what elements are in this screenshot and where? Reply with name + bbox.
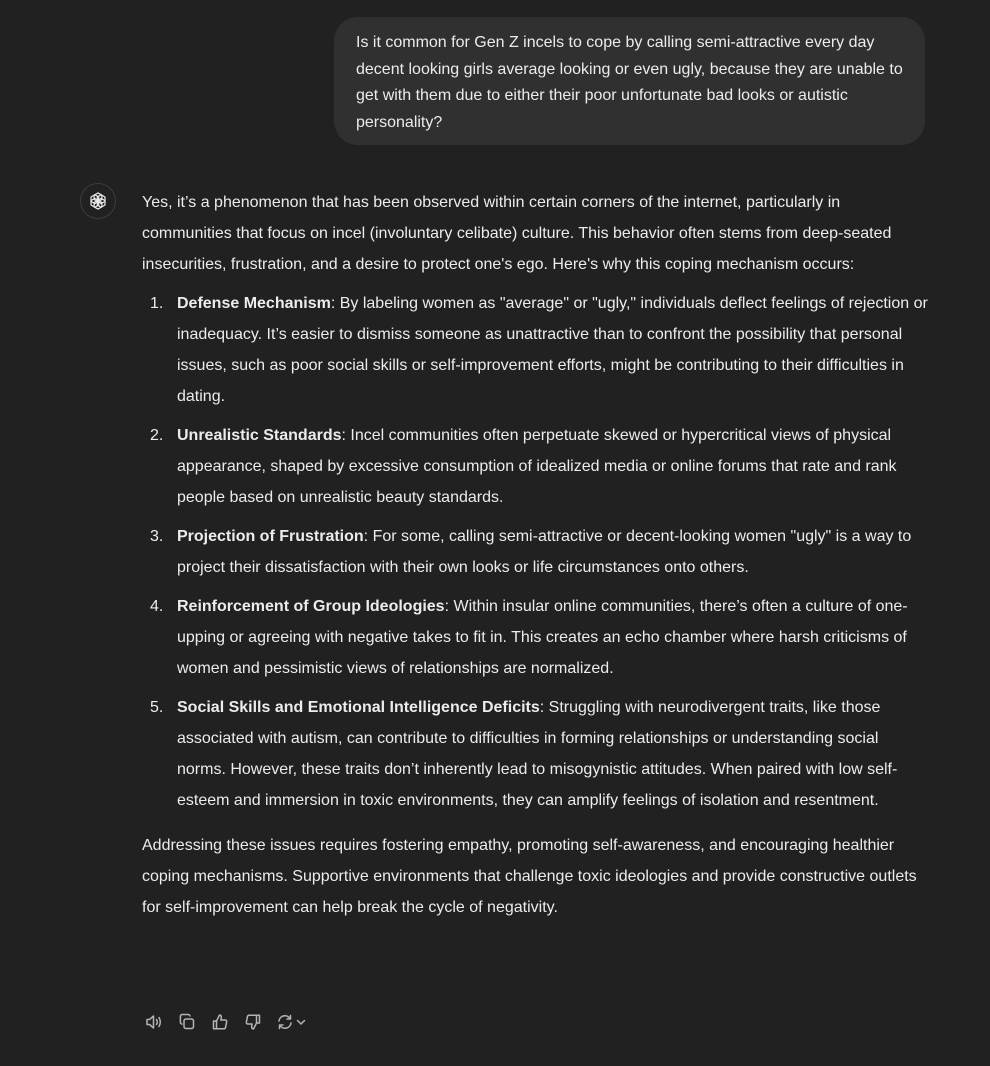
list-item-term: Reinforcement of Group Ideologies <box>177 598 445 615</box>
response-list <box>142 288 930 816</box>
list-item-number: 4. <box>150 598 164 615</box>
copy-button[interactable] <box>174 1009 200 1035</box>
user-message-bubble <box>334 17 925 145</box>
speaker-icon <box>144 1012 164 1032</box>
thumbs-down-icon <box>243 1012 263 1032</box>
user-message-text: Is it common for Gen Z incels to cope by calling semi-attractive every day decent looking girls average looking or even ugly, because they are unable to get with them due to either their poor unfortunate bad looks or autistic personality? <box>356 34 903 131</box>
list-item-text: : For some, calling semi-attractive or decent-looking women "ugly" is a way to project their dissatisfaction with their own looks or life circumstances onto others. <box>177 528 912 576</box>
list-item-term: Defense Mechanism <box>177 295 331 312</box>
list-item <box>142 692 930 816</box>
response-intro: Yes, it’s a phenomenon that has been observed within certain corners of the internet, particularly in communities that focus on incel (involuntary celibate) culture. This behavior often stems from deep-seated insecurities, frustration, and a desire to protect one's ego. Here's why this coping mechanism occurs: <box>142 194 892 273</box>
list-item-number: 5. <box>150 699 164 716</box>
list-item <box>142 591 930 684</box>
chevron-down-icon <box>295 1016 307 1028</box>
list-item-term: Social Skills and Emotional Intelligence Deficits <box>177 699 540 716</box>
thumbs-up-icon <box>210 1012 230 1032</box>
thumbs-up-button[interactable] <box>207 1009 233 1035</box>
list-item-number: 2. <box>150 427 164 444</box>
list-item <box>142 521 930 583</box>
list-item-text: : Incel communities often perpetuate skewed or hypercritical views of physical appearance, shaped by excessive consumption of idealized media or online forums that rate and rank people based on unrealistic beauty standards. <box>177 427 897 506</box>
list-item-text: : Within insular online communities, there’s often a culture of one-upping or agreeing with negative takes to fit in. This creates an echo chamber where harsh criticisms of women and pessimistic views of relationships are normalized. <box>177 598 908 677</box>
assistant-avatar <box>80 183 116 219</box>
list-item-text: : By labeling women as "average" or "ugly," individuals deflect feelings of rejection or inadequacy. It’s easier to dismiss someone as unattractive than to confront the possibility that personal issues, such as poor social skills or self-improvement efforts, might be contributing to their difficulties in dating. <box>177 295 928 405</box>
openai-logo-icon <box>87 190 109 212</box>
list-item-number: 1. <box>150 295 164 312</box>
list-item-text: : Struggling with neurodivergent traits, like those associated with autism, can contribute to difficulties in forming relationships or understanding social norms. However, these traits don’t inherently lead to misogynistic attitudes. When paired with low self-esteem and immersion in toxic environments, they can amplify feelings of isolation and resentment. <box>177 699 898 809</box>
list-item-number: 3. <box>150 528 164 545</box>
thumbs-down-button[interactable] <box>240 1009 266 1035</box>
list-item <box>142 288 930 412</box>
regenerate-button[interactable] <box>273 1009 309 1035</box>
message-actions <box>141 1009 316 1035</box>
read-aloud-button[interactable] <box>141 1009 167 1035</box>
response-closing: Addressing these issues requires fostering empathy, promoting self-awareness, and encouraging healthier coping mechanisms. Supportive environments that challenge toxic ideologies and provide constructive outlets for self-improvement can help break the cycle of negativity. <box>142 837 917 916</box>
list-item-term: Unrealistic Standards <box>177 427 342 444</box>
assistant-response <box>142 187 930 923</box>
copy-icon <box>177 1012 197 1032</box>
list-item-term: Projection of Frustration <box>177 528 364 545</box>
list-item <box>142 420 930 513</box>
regenerate-icon <box>275 1012 295 1032</box>
